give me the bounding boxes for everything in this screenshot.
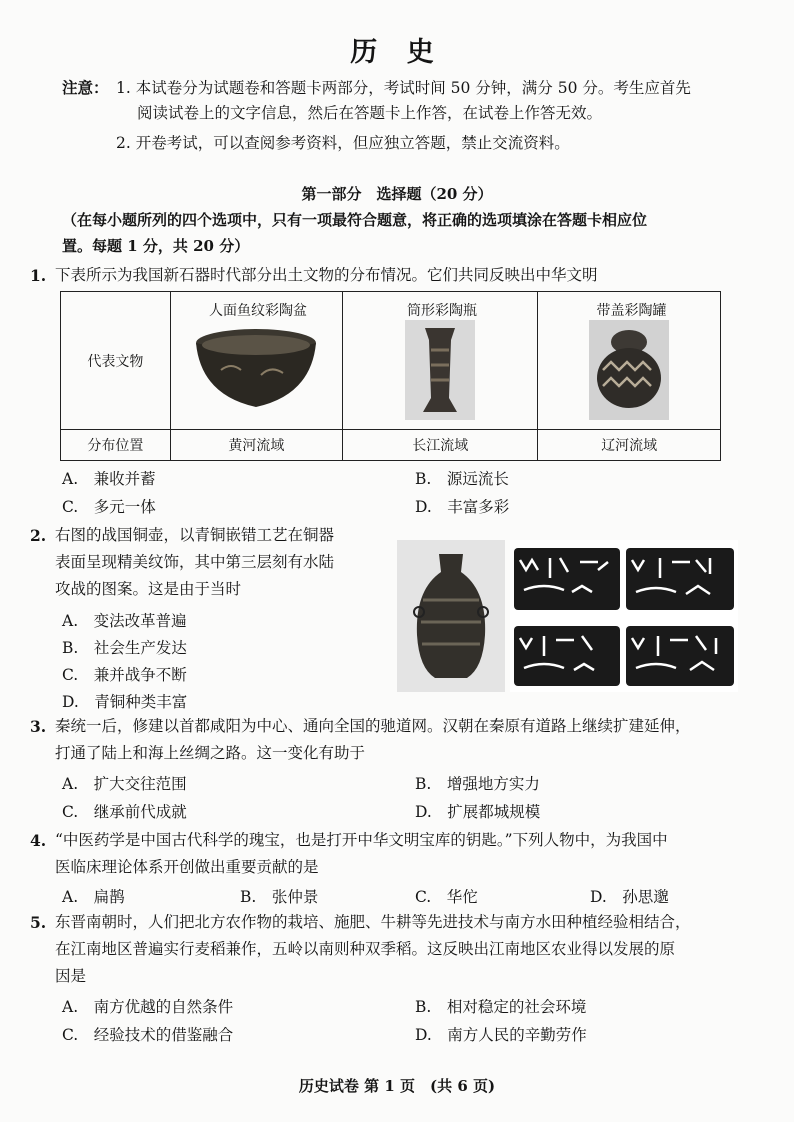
question-line: 右图的战国铜壶，以青铜嵌错工艺在铜器 — [55, 526, 335, 544]
question-line: 因是 — [55, 967, 87, 985]
option-a: A. 扁鹊 — [62, 888, 125, 906]
artifact-location: 辽河流域 — [538, 430, 721, 461]
section-instruction-line-1: （在每小题所列的四个选项中，只有一项最符合题意，将正确的选项填涂在答题卡相应位 — [62, 211, 648, 229]
notice-label: 注意： — [62, 78, 109, 97]
question-number: 4. — [30, 831, 47, 850]
option-b: B. 源远流长 — [415, 470, 509, 488]
table-row-label: 代表文物 — [61, 292, 171, 430]
option-b: B. 增强地方实力 — [415, 775, 540, 793]
option-a: A. 变法改革普遍 — [62, 612, 187, 630]
option-d: D. 青铜种类丰富 — [62, 693, 188, 711]
option-b: B. 社会生产发达 — [62, 639, 187, 657]
question-number: 3. — [30, 717, 47, 736]
question-number: 2. — [30, 526, 47, 545]
question-number: 1. — [30, 266, 47, 285]
question-line: 表面呈现精美纹饰，其中第三层刻有水陆 — [55, 553, 335, 571]
page-title: 历 史 — [350, 37, 444, 68]
section-title: 第一部分 选择题（20 分） — [301, 185, 493, 203]
section-instruction — [62, 207, 762, 259]
table-row-label: 分布位置 — [61, 430, 171, 461]
question-line: 在江南地区普遍实行麦稻兼作，五岭以南则种双季稻。这反映出江南地区农业得以发展的原 — [55, 940, 676, 958]
section-instruction-line-2: 置。每题 1 分，共 20 分） — [62, 237, 250, 255]
option-c: C. 经验技术的借鉴融合 — [62, 1026, 234, 1044]
option-d: D. 丰富多彩 — [415, 498, 510, 516]
option-a: A. 南方优越的自然条件 — [62, 998, 234, 1016]
option-b: B. 张仲景 — [240, 888, 319, 906]
bronze-pot-image — [397, 540, 505, 692]
question-line: 打通了陆上和海上丝绸之路。这一变化有助于 — [55, 744, 366, 762]
question-number: 5. — [30, 913, 47, 932]
question-line: 医临床理论体系开创做出重要贡献的是 — [55, 858, 319, 876]
cylindrical-pottery-vase-image — [405, 320, 475, 420]
artifact-location: 长江流域 — [343, 430, 538, 461]
question-text — [55, 713, 691, 767]
notice-item-1-line-2: 阅读试卷上的文字信息，然后在答题卡上作答，在试卷上作答无效。 — [137, 104, 603, 122]
artifact-name: 人面鱼纹彩陶盆 — [209, 303, 307, 319]
option-a: A. 扩大交往范围 — [62, 775, 187, 793]
lidded-pottery-jar-image — [589, 320, 669, 420]
option-a: A. 兼收并蓄 — [62, 470, 156, 488]
artifact-name: 带盖彩陶罐 — [596, 303, 667, 319]
question-stem: 下表所示为我国新石器时代部分出土文物的分布情况。它们共同反映出中华文明 — [55, 266, 598, 284]
option-c: C. 华佗 — [415, 888, 478, 906]
question-line: 秦统一后，修建以首都咸阳为中心、通向全国的驰道网。汉朝在秦原有道路上继续扩建延伸， — [55, 717, 691, 735]
question-text — [55, 909, 691, 990]
water-land-battle-pattern-image — [510, 540, 738, 692]
option-c: C. 多元一体 — [62, 498, 156, 516]
artifact-name: 筒形彩陶瓶 — [407, 303, 477, 319]
artifact-location: 黄河流域 — [170, 430, 342, 461]
question-line: “中医药学是中国古代科学的瑰宝，也是打开中华文明宝库的钥匙。”下列人物中，为我国中 — [55, 831, 668, 849]
option-d: D. 南方人民的辛勤劳作 — [415, 1026, 587, 1044]
notice-item-2: 2. 开卷考试，可以查阅参考资料，但应独立答题，禁止交流资料。 — [116, 134, 570, 152]
notice-item-1-line-1: 1. 本试卷分为试题卷和答题卡两部分，考试时间 50 分钟，满分 50 分。考生应首先 — [116, 79, 691, 97]
question-line: 攻战的图案。这是由于当时 — [55, 580, 242, 598]
option-c: C. 继承前代成就 — [62, 803, 187, 821]
option-b: B. 相对稳定的社会环境 — [415, 998, 587, 1016]
question-text — [55, 827, 668, 881]
question-text — [55, 522, 334, 603]
question-line: 东晋南朝时，人们把北方农作物的栽培、施肥、牛耕等先进技术与南方水田种植经验相结合， — [55, 913, 691, 931]
painted-pottery-basin-image — [191, 325, 321, 415]
option-d: D. 孙思邈 — [590, 888, 669, 906]
page-footer: 历史试卷 第 1 页 (共 6 页) — [298, 1077, 496, 1095]
option-c: C. 兼并战争不断 — [62, 666, 187, 684]
option-d: D. 扩展都城规模 — [415, 803, 541, 821]
